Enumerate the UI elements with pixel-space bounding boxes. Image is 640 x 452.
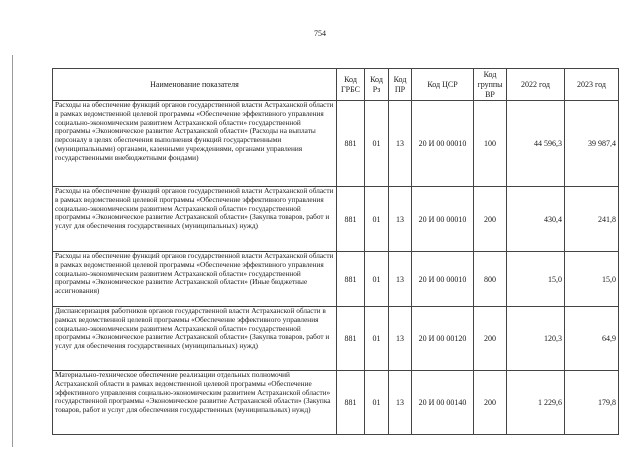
- row-vr: 800: [474, 252, 507, 307]
- row-2022: 1 229,6: [507, 371, 565, 435]
- row-csr: 20 И 00 00120: [412, 307, 474, 371]
- row-csr: 20 И 00 00010: [412, 187, 474, 252]
- budget-table: [52, 68, 619, 435]
- header-vr: Код группы ВР: [474, 69, 507, 101]
- row-rz: 01: [365, 252, 389, 307]
- table-row: [53, 252, 619, 307]
- row-vr: 200: [474, 371, 507, 435]
- header-grbs: Код ГРБС: [337, 69, 365, 101]
- row-name: Материально-техническое обеспечение реализации отдельных полномочий Астраханской области в рамках ведомственной целевой программы «Обеспечение эффективного управления социально-экономическим развитием Астраханской области» государственной программы «Экономическое развитие Астраханской области» (Закупка товаров, работ и услуг для обеспечения государственных (муниципальных) нужд): [53, 371, 337, 435]
- row-name: Расходы на обеспечение функций органов государственной власти Астраханской области в рамках ведомственной целевой программы «Обеспечение эффективного управления социально-экономическим развитием Астраханской области» государственной программы «Экономическое развитие Астраханской области» (Расходы на выплаты персоналу в целях обеспечения выполнения функций государственными (муниципальными) органами, казенными учреждениями, органами управления государственными внебюджетными фондами): [53, 101, 337, 187]
- header-2022: 2022 год: [507, 69, 565, 101]
- header-row: [53, 69, 619, 101]
- table-row: [53, 187, 619, 252]
- row-rz: 01: [365, 371, 389, 435]
- row-csr: 20 И 00 00140: [412, 371, 474, 435]
- row-2023: 39 987,4: [565, 101, 619, 187]
- row-pr: 13: [389, 371, 412, 435]
- row-name: Расходы на обеспечение функций органов государственной власти Астраханской области в рамках ведомственной целевой программы «Обеспечение эффективного управления социально-экономическим развитием Астраханской области» государственной программы «Экономическое развитие Астраханской области» (Закупка товаров, работ и услуг для обеспечения государственных (муниципальных) нужд): [53, 187, 337, 252]
- row-name: Диспансеризация работников органов государственной власти Астраханской области в рамках ведомственной целевой программы «Обеспечение эффективного управления социально-экономическим развитием Астраханской области» государственной программы «Экономическое развитие Астраханской области» (Закупка товаров, работ и услуг для обеспечения государственных (муниципальных) нужд): [53, 307, 337, 371]
- row-2022: 430,4: [507, 187, 565, 252]
- row-2023: 241,8: [565, 187, 619, 252]
- row-grbs: 881: [337, 101, 365, 187]
- row-2022: 15,0: [507, 252, 565, 307]
- row-grbs: 881: [337, 371, 365, 435]
- row-grbs: 881: [337, 187, 365, 252]
- row-2023: 179,8: [565, 371, 619, 435]
- row-2023: 64,9: [565, 307, 619, 371]
- header-pr: Код ПР: [389, 69, 412, 101]
- header-rz: Код Рз: [365, 69, 389, 101]
- row-grbs: 881: [337, 307, 365, 371]
- row-rz: 01: [365, 187, 389, 252]
- row-csr: 20 И 00 00010: [412, 252, 474, 307]
- row-rz: 01: [365, 101, 389, 187]
- row-vr: 200: [474, 187, 507, 252]
- row-pr: 13: [389, 252, 412, 307]
- row-2023: 15,0: [565, 252, 619, 307]
- row-csr: 20 И 00 00010: [412, 101, 474, 187]
- row-grbs: 881: [337, 252, 365, 307]
- row-vr: 100: [474, 101, 507, 187]
- header-csr: Код ЦСР: [412, 69, 474, 101]
- row-2022: 120,3: [507, 307, 565, 371]
- row-2022: 44 596,3: [507, 101, 565, 187]
- header-2023: 2023 год: [565, 69, 619, 101]
- page-number: 754: [314, 29, 326, 38]
- row-pr: 13: [389, 307, 412, 371]
- table-row: [53, 101, 619, 187]
- row-rz: 01: [365, 307, 389, 371]
- row-vr: 200: [474, 307, 507, 371]
- table-row: [53, 371, 619, 435]
- row-name: Расходы на обеспечение функций органов государственной власти Астраханской области в рамках ведомственной целевой программы «Обеспечение эффективного управления социально-экономическим развитием Астраханской области» государственной программы «Экономическое развитие Астраханской области» (Иные бюджетные ассигнования): [53, 252, 337, 307]
- scan-margin-line: [12, 55, 13, 447]
- table-row: [53, 307, 619, 371]
- header-name: Наименование показателя: [53, 69, 337, 101]
- row-pr: 13: [389, 187, 412, 252]
- row-pr: 13: [389, 101, 412, 187]
